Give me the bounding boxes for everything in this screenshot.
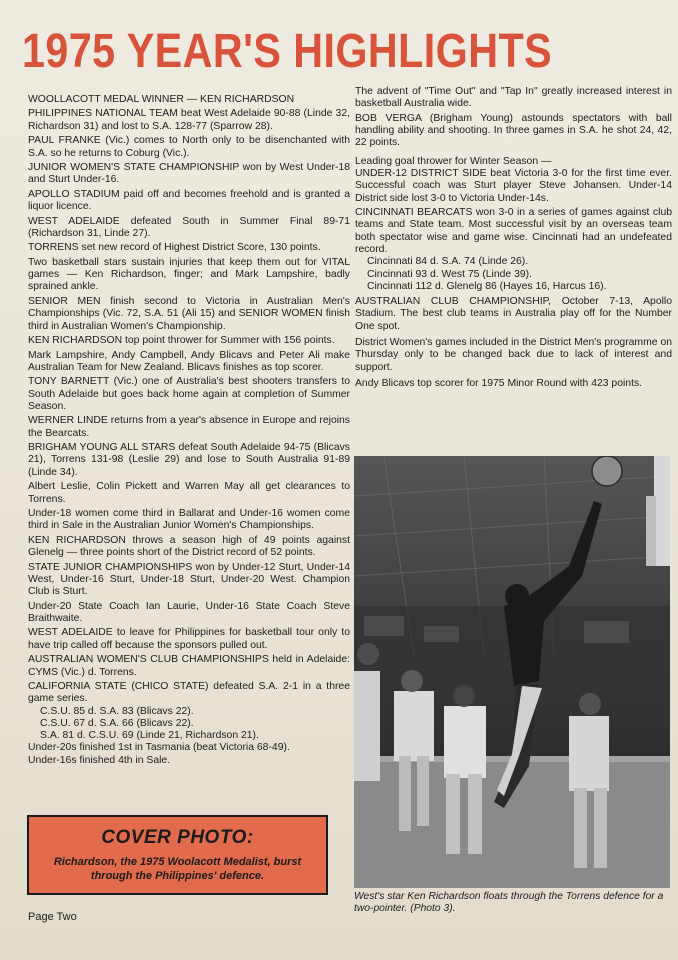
left-column [28,94,350,769]
highlight-item: JUNIOR WOMEN'S STATE CHAMPIONSHIP won by West Under-18 and Sturt Under-16. [28,162,350,186]
highlight-item: Under-18 women come third in Ballarat and Under-16 women come third in Sale in the Australian Junior Women's Championships. [28,508,350,532]
cover-photo-text: Richardson, the 1975 Woolacott Medalist, burst through the Philippines' defence. [53,856,302,882]
highlight-item: BRIGHAM YOUNG ALL STARS defeat South Adelaide 94-75 (Blicavs 21), Torrens 131-98 (Leslie 29) and lose to South Australia 91-89 (Linde 34). [28,442,350,478]
result-line: C.S.U. 67 d. S.A. 66 (Blicavs 22). [40,717,194,729]
highlight-item: Mark Lampshire, Andy Campbell, Andy Blicavs and Peter Ali make Australian Team for New Zealand. Blicavs finishes as top scorer. [28,349,350,373]
highlight-item: WOOLLACOTT MEDAL WINNER — KEN RICHARDSON [28,94,295,105]
highlight-item: WERNER LINDE returns from a year's absence in Europe and rejoins the Bearcats. [28,415,350,439]
highlight-item: Leading goal thrower for Winter Season — [355,155,552,167]
basketball-photo [354,456,670,888]
result-line: Cincinnati 112 d. Glenelg 86 (Hayes 16, Harcus 16). [367,280,607,292]
highlight-item: PHILIPPINES NATIONAL TEAM beat West Adelaide 90-88 (Linde 32, Richardson 31) and lost to S.A. 128-77 (Sparrow 28). [28,108,350,132]
highlight-item: CALIFORNIA STATE (CHICO STATE) defeated S.A. 2-1 in a three game series. [28,681,350,705]
page-title: 1975 YEAR'S HIGHLIGHTS [22,25,553,78]
highlight-item: UNDER-12 DISTRICT SIDE beat Victoria 3-0 for the first time ever. Successful coach was Sturt player Steve Johansen. Under-14 District side lost 3-0 to Victoria Under-14s. [355,167,672,204]
highlight-item: WEST ADELAIDE to leave for Philippines for basketball tour only to have trip called off because the sponsors pulled out. [28,627,350,651]
result-line: S.A. 81 d. C.S.U. 69 (Linde 21, Richardson 21). [40,730,259,742]
cover-photo-box [27,815,328,895]
cover-photo-title: COVER PHOTO: [101,827,254,848]
highlight-item: SENIOR MEN finish second to Victoria in Australian Men's Championships (Vic. 72, S.A. 51 (Ali 15) and SENIOR WOMEN finish third in Australian Women's Championship. [28,295,350,332]
page-number: Page Two [28,911,77,923]
result-line: C.S.U. 85 d. S.A. 83 (Blicavs 22). [40,705,194,717]
highlight-item: Albert Leslie, Colin Pickett and Warren May all get clearances to Torrens. [28,481,350,505]
highlight-item: KEN RICHARDSON throws a season high of 49 points against Glenelg — three points short of the District record of 52 points. [28,534,350,559]
result-line: Cincinnati 93 d. West 75 (Linde 39). [367,268,532,280]
highlight-item: APOLLO STADIUM paid off and becomes freehold and is granted a liquor licence. [28,188,350,213]
highlight-item: KEN RICHARDSON top point thrower for Summer with 156 points. [28,335,335,347]
highlight-item: WEST ADELAIDE defeated South in Summer Final 89-71 (Richardson 31, Linde 27). [28,215,350,239]
highlight-item: TONY BARNETT (Vic.) one of Australia's best shooters transfers to South Adelaide but goes back home again at completion of Summer Season. [28,376,350,412]
highlight-item: STATE JUNIOR CHAMPIONSHIPS won by Under-12 Sturt, Under-14 West, Under-16 Sturt, Under-18 Sturt, Under-20 West. Champion Club is Sturt. [28,561,350,598]
highlight-item: Andy Blicavs top scorer for 1975 Minor Round with 423 points. [355,377,643,389]
highlight-item: BOB VERGA (Brigham Young) astounds spectators with ball handling ability and shooting. In three games in S.A. he shot 24, 42, 22 points. [355,112,672,149]
right-column [355,86,672,392]
photo-caption: West's star Ken Richardson floats through the Torrens defence for a two-pointer. (Photo 3). [354,891,664,914]
highlight-item: CINCINNATI BEARCATS won 3-0 in a series of games against club teams and State team. Most successful visit by an overseas team both spectator wise and game wise. Cincinnati had an undefeated record. [355,207,672,255]
basketball-photo-image [354,456,670,888]
result-line: Cincinnati 84 d. S.A. 74 (Linde 26). [367,256,529,268]
highlight-item: Under-20s finished 1st in Tasmania (beat Victoria 68-49). [28,742,290,754]
highlight-item: TORRENS set new record of Highest District Score, 130 points. [28,242,321,254]
highlight-item: Two basketball stars sustain injuries that keep them out for VITAL games — Ken Richardson, finger; and Mark Lampshire, badly sprained ankle. [28,256,350,293]
highlight-item: Under-16s finished 4th in Sale. [28,754,171,766]
highlight-item: Under-20 State Coach Ian Laurie, Under-16 State Coach Steve Braithwaite. [28,600,350,624]
highlight-item: AUSTRALIAN WOMEN'S CLUB CHAMPIONSHIPS held in Adelaide: CYMS (Vic.) d. Torrens. [28,654,350,678]
highlight-item: The advent of "Time Out" and "Tap In" greatly increased interest in basketball Australia wide. [355,86,672,110]
highlight-item: District Women's games included in the District Men's programme on Thursday only to be changed back due to lack of interest and support. [355,337,672,373]
highlight-item: AUSTRALIAN CLUB CHAMPIONSHIP, October 7-13, Apollo Stadium. The best club teams in Australia play off for the Number One spot. [355,296,672,332]
highlight-item: PAUL FRANKE (Vic.) comes to North only to be disenchanted with S.A. so he returns to Coburg (Vic.). [28,135,350,159]
